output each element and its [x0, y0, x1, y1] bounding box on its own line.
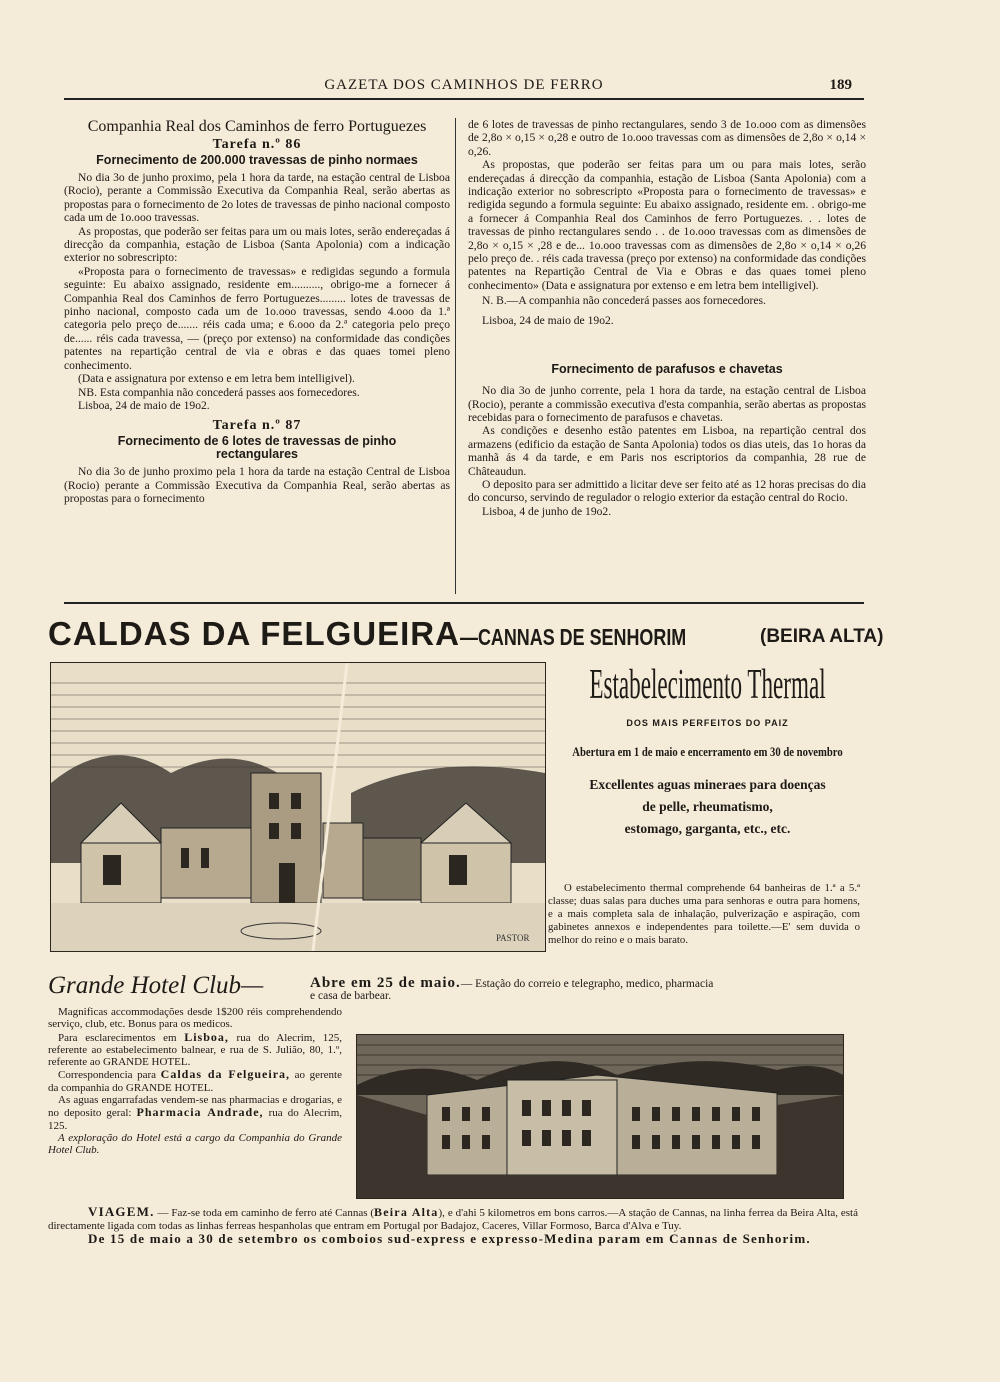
- paragraph: [48, 1205, 858, 1232]
- hotel-services: — Estação do correio e telegrapho, medico, pharmacia: [460, 978, 714, 990]
- left-column: [64, 118, 450, 506]
- thermal-ad-panel: [550, 660, 865, 840]
- paragraph: No dia 3o de junho corrente, pela 1 hora da tarde, na estação central de Lisboa (Rocio), perante a commissão executiva d'esta companhia, serão abertas as propostas recebidas para o fornecimento de parafusos e chavetas.: [468, 384, 866, 424]
- paragraph: N. B.—A companhia não concederá passes aos fornecedores.: [482, 294, 766, 308]
- estab-tagline: DOS MAIS PERFEITOS DO PAIZ: [626, 718, 789, 728]
- estab-title: Estabelecimento Thermal: [589, 662, 826, 708]
- right-column: [468, 118, 866, 518]
- engraving-signature: PASTOR: [496, 933, 530, 943]
- journal-title: GAZETA DOS CAMINHOS DE FERRO: [324, 77, 604, 93]
- page-number: 189: [829, 77, 852, 93]
- text-span: rua do Alecrim, 125, referente ao estabelecimento balnear, e rua de S. Julião, 80, 1.º, referente ao GRANDE HOTEL.: [48, 1031, 342, 1069]
- paragraph: No dia 3o de junho proximo pela 1 hora da tarde na estação Central de Lisboa (Rocio) perante a Commissão Executiva da Companhia Real, serão abertas as propostas para o fornecimento: [64, 465, 450, 506]
- tarifa-86-subheading: Fornecimento de 200.000 travessas de pinho normaes: [96, 153, 418, 167]
- hotel-opening: Abre em 25 de maio.: [310, 975, 461, 991]
- paragraph: As propostas, que poderão ser feitas para um ou para mais lotes, serão endereçadas á direcção da companhia, estação de Lisboa (Santa Apolonia) com a indicação exterior no sobrescripto «Proposta para o fornecimento de travessas» e redigida segundo a formula seguinte: Eu abaixo assignado, residente em. . obrigo-me a fornecer á Companhia Real dos Caminhos de ferro Portuguezes. . . lotes de travessas de pinho rectangulares sendo . . de 1o.ooo travessas com as dimensões de 2,8o × o,15 × ,28 e de... 1o.ooo travessas com as dimensões de 2,8o × o,14 × o,26 pelo preço de. . réis cada travessa (preço por extenso) na conformidade das condições patentes na Repartição Central de Via e Obras e das quaes tomei pleno conhecimento» (Data e assignatura por extenso e em letra bem intelligivel).: [468, 158, 866, 292]
- ad-title: [48, 615, 884, 653]
- text-span: ao gerente da companhia do GRANDE HOTEL.: [48, 1069, 342, 1094]
- dateline: Lisboa, 24 de maio de 19o2.: [78, 398, 210, 412]
- company-heading: Companhia Real dos Caminhos de ferro Portuguezes: [87, 118, 427, 135]
- ad-title-sub: —CANNAS DE SENHORIM: [459, 624, 687, 650]
- waters-line-3: estomago, garganta, etc., etc.: [624, 821, 791, 836]
- travel-info: [48, 1205, 858, 1246]
- paragraph: A exploração do Hotel está a cargo da Companhia do Grande Hotel Club.: [48, 1131, 342, 1157]
- dateline: Lisboa, 24 de maio de 19o2.: [482, 313, 614, 327]
- paragraph: «Proposta para o fornecimento de travessas» e redigidas segundo a formula seguinte: Eu abaixo assignado, residente em.........., obrigo-me a fornecer á Companhia Real dos Caminhos de ferro Portuguezes......... lotes de travessas de pinho nacional, composto cada um de 1o.ooo travessas, sendo 4.ooo da 1.ª categoria pelo preço de....... réis cada uma; e 6.ooo da 2.ª categoria pelo preço de...... réis cada travessa, — (preço por extenso) na conformidade das condições patentes na repartição central de via e obras e das quaes tomei pleno conhecimento.: [64, 264, 450, 372]
- paragraph: O deposito para ser admittido a licitar deve ser feito até as 12 horas precisas do dia do concurso, servindo de regulador o relogio exterior da estação central do Rocio.: [468, 477, 866, 505]
- paragraph: O estabelecimento thermal comprehende 64 banheiras de 1.ª a 5.ª classe; duas salas para duches uma para senhoras e outra para homens, e a mais completa sala de inhalação, pulverização e aspiração, com gabinetes annexos e independentes para toilette.—E' sem duvida o melhor do reino e o mais barato.: [548, 882, 860, 946]
- tarifa-87-heading: Tarefa n.º 87: [212, 418, 302, 434]
- text-bold: Beira Alta: [374, 1205, 439, 1219]
- waters-line-2: de pelle, rheumatismo,: [642, 799, 773, 814]
- column-divider: [455, 118, 456, 594]
- paragraph: [48, 1094, 342, 1132]
- waters-line-1: Excellentes aguas mineraes para doenças: [589, 777, 826, 792]
- text-span: Para esclarecimentos em: [58, 1031, 185, 1044]
- text-bold: Caldas da Felgueira,: [160, 1067, 291, 1082]
- season-dates: Abertura em 1 de maio e encerramento em 30 de novembro: [572, 744, 843, 759]
- text-span: As aguas engarrafadas vendem-se nas pharmacias e drogarias, e no deposito geral:: [48, 1094, 342, 1120]
- hotel-name: Grande Hotel Club—: [48, 972, 264, 999]
- paragraph: No dia 3o de junho proximo, pela 1 hora da tarde, na estação central de Lisboa (Rocio), perante a Commissão Executiva da Companhia Real, serão abertas as propostas para o fornecimento de 2o lotes de travessas de pinho nacional composto cada um de 1o.ooo travessas.: [64, 171, 450, 225]
- ad-title-main: CALDAS DA FELGUEIRA: [48, 615, 460, 652]
- ad-title-region: (BEIRA ALTA): [760, 626, 884, 647]
- paragraph: (Data e assignatura por extenso e em letra bem intelligivel).: [78, 372, 355, 386]
- paragraph: de 6 lotes de travessas de pinho rectangulares, sendo 3 de 1o.ooo com as dimensões de 2,8o × o,15 × o,28 e outro de 1o.ooo travessas com as dimensões de 2,8o × o,14 × o,26.: [468, 118, 866, 158]
- paragraph: As propostas, que poderão ser feitas para um ou mais lotes, serão endereçadas á direcção da companhia, estação de Lisboa (Santa Apolonia) com a indicação exterior no sobrescripto:: [64, 224, 450, 265]
- paragraph: [48, 1068, 342, 1094]
- paragraph: [48, 1031, 342, 1069]
- text-span: Correspondencia para: [58, 1069, 161, 1082]
- paragraph: As condições e desenho estão patentes em Lisboa, na repartição central dos armazens (edificio da estação de Santa Apolonia) todos os dias uteis, das 1o horas da manhã ás 4 da tarde, e em Paris nos escriptorios da companhia, 28 rue de Châteaudun.: [468, 424, 866, 478]
- parafusos-subheading: Fornecimento de parafusos e chavetas: [551, 362, 783, 377]
- text-bold: Lisboa,: [184, 1029, 229, 1044]
- grande-hotel-engraving: [356, 1034, 844, 1199]
- paragraph: Magnificas accommodações desde 1$200 réis comprehendendo serviço, club, etc. Bonus para os medicos.: [48, 1006, 342, 1031]
- text-span: — Faz-se toda em caminho de ferro até Cannas (: [154, 1207, 375, 1219]
- paragraph: NB. Esta companhia não concederá passes aos fornecedores.: [78, 385, 360, 399]
- text-bold: Pharmacia Andrade,: [136, 1105, 264, 1120]
- page-header: [64, 76, 864, 100]
- section-rule: [64, 602, 864, 604]
- text-span: ), e d'ahi 5 kilometros em bons carros.—A stação de Cannas, na linha ferrea da Beira Alta, está directamente ligada com todas as linhas ferreas hespanholas que entram em Portugal por Badajoz, Caceres, Villar Formoso, Barca d'Alva e Tuy.: [48, 1207, 858, 1232]
- tarifa-87-subheading: Fornecimento de 6 lotes de travessas de pinho rectangulares: [117, 434, 397, 462]
- express-notice: De 15 de maio a 30 de setembro os comboios sud-express e expresso-Medina param em Cannas de Senhorim.: [88, 1231, 811, 1246]
- thermal-establishment-engraving: [50, 662, 546, 952]
- tarifa-86-heading: Tarefa n.º 86: [212, 137, 302, 152]
- viagem-label: VIAGEM.: [88, 1204, 155, 1219]
- dateline: Lisboa, 4 de junho de 19o2.: [482, 504, 612, 518]
- hotel-line: [48, 972, 863, 1000]
- estab-description: [548, 882, 860, 947]
- hotel-services-cont: e casa de barbear.: [310, 990, 392, 1002]
- hotel-info: [48, 1006, 342, 1157]
- text-span: rua do Alecrim, 125.: [48, 1107, 342, 1132]
